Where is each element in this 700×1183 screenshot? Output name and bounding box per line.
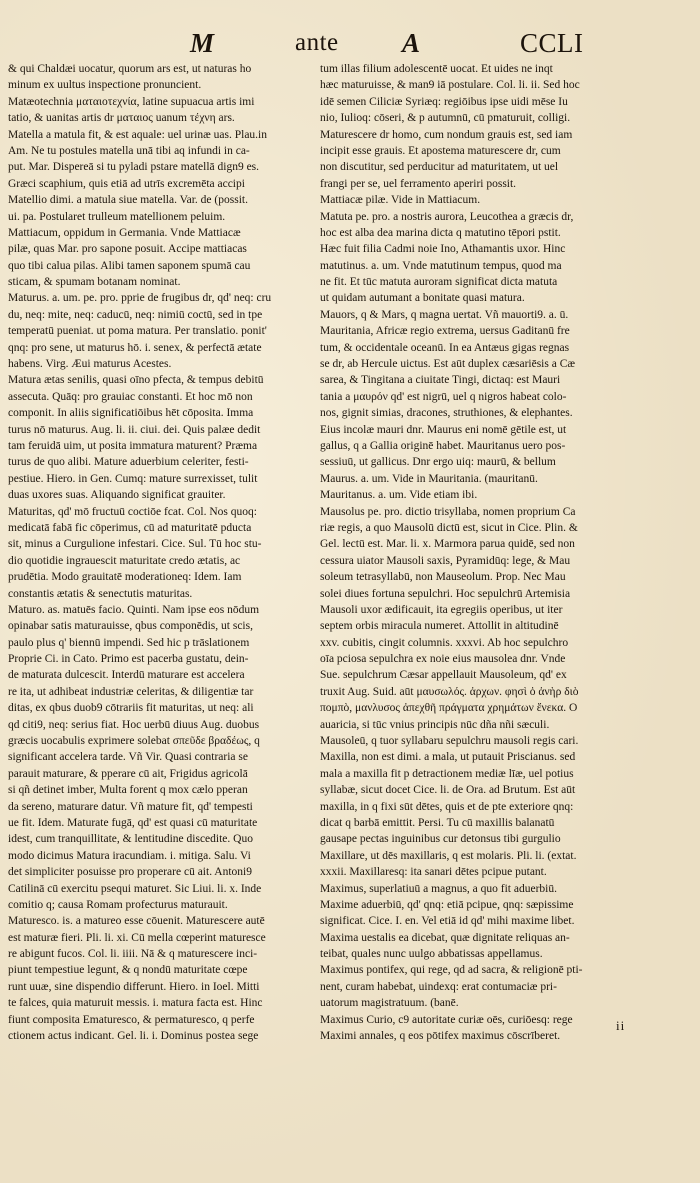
text-line: Catilinā cū exercitu psequi maturet. Sic Liui. li. x. Inde [8, 882, 262, 895]
running-head-section-letter: A [402, 28, 421, 58]
text-line: Mattiacæ pilæ. Vide in Mattiacum. [320, 194, 481, 207]
text-line: dicat q barbā emittit. Persi. Tu cū maxillis balanatū [320, 816, 555, 829]
text-line: gausape pectas inguinibus cur detonsus tibi gurgulio [320, 833, 561, 846]
text-line: hæc maturuisse, & man9 iā postulare. Col. li. ii. Sed hoc [320, 79, 580, 92]
text-line: Mauritania, Africæ regio extrema, uersus Gaditanū fre [320, 325, 570, 338]
text-line: medicatā fabā fic cōperimus, cū ad maturitatē pducta [8, 521, 252, 534]
text-line: & qui Chaldæi uocatur, quorum ars est, ut naturas ho [8, 63, 252, 75]
text-line: idest, cum tranquillitate, & lentitudine discedite. Quo [8, 833, 253, 846]
text-line: tania a μαυρόν qd' est nigrū, uel q nigros habeat colo- [320, 390, 567, 403]
text-line: sit, minus a Curgulione infestari. Cice. Sul. Tū hoc stu- [8, 538, 262, 551]
text-line: græcis uocabulis exprimere solebat σπεῦδε βραδέως, q [8, 735, 260, 748]
text-line: opinabar satis maturauisse, qbus componēdis, ut scis, [8, 620, 253, 633]
text-line: det simpliciter posuisse pro properare cū ait. Antoni9 [8, 866, 252, 879]
text-line: mala a maxilla fit p detractionem mediæ līæ, uel potius [320, 767, 574, 780]
text-line: temperatū pueniat. ut poma matura. Per translatio. ponit' [8, 325, 267, 338]
text-line: Maturus. a. um. pe. pro. pprie de frugibus dr, qd' neq: cru [8, 292, 272, 305]
text-line: incipit esse grauis. Et apostema maturescere dr, cum [320, 144, 561, 157]
text-line: solei diues fortuna sepulchri. Hoc sepulchrū Artemisia [320, 587, 571, 600]
text-line: constantis ætatis & senectutis maturitas. [8, 587, 193, 600]
text-line: turus nō maturus. Aug. li. ii. ciui. dei. Quis palæe dedit [8, 423, 261, 436]
text-line: ut quidam autumant a bonitate quasi matura. [320, 292, 525, 305]
text-line: ui. pa. Postularet trulleum matellionem peluim. [8, 210, 226, 223]
text-line: Maxillare, ut dēs maxillaris, q est molaris. Pli. li. (extat. [320, 849, 577, 862]
text-line: tum illas filium adolescentē uocat. Et uides ne inqt [320, 63, 553, 75]
text-line: Maxima uestalis ea dicebat, quæ dignitate reliquas an- [320, 931, 570, 944]
text-line: teibat, quales nunc uulgo abbatissas appellamus. [320, 948, 543, 961]
text-line: qd citi9, neq: serius fiat. Hoc uerbū diuus Aug. duobus [8, 718, 260, 731]
text-line: tatio, & uanitas artis dr ματαιος uanum τέχνη ars. [8, 112, 235, 125]
text-line: Græci scaphium, quis etiā ad utrīs excremēta accipi [8, 177, 245, 190]
text-line: Maturesco. is. a matureo esse cōuenit. Maturescere autē [8, 915, 265, 928]
text-line: te falces, quia maturuit messis. i. matura facta est. Hinc [8, 997, 263, 1010]
text-line: xxv. cubitis, cingit columnis. xxxvi. Ab hoc sepulchro [320, 636, 569, 649]
text-line: du, neq: mite, neq: caducū, neq: nimiū coctū, sed in tpe [8, 308, 263, 321]
text-line: paulo plus q' biennū impendi. Sed hic p trāslationem [8, 636, 250, 649]
text-line: tum, & occidentale oceanū. In ea Antæus gigas regnas [320, 341, 570, 354]
text-line: nent, curam habebat, uindexq: erat contumaciæ pri- [320, 980, 557, 993]
text-line: qnq: pro sene, ut maturus hō. i. senex, & perfectā ætate [8, 341, 262, 354]
text-line: de maturata dulcescit. Interdū maturare est accelera [8, 669, 245, 682]
text-line: Matuta pe. pro. a nostris aurora, Leucothea a græcis dr, [320, 210, 574, 223]
text-line: sessiuū, ut gallicus. Dnr ergo uiq: maurū, & bellum [320, 456, 556, 469]
signature-mark: ii [616, 1018, 626, 1033]
text-line: piunt tempestiue legunt, & q nondū maturitate cœpe [8, 964, 248, 977]
text-line: Maturescere dr homo, cum nondum grauis est, sed iam [320, 128, 573, 141]
text-line: Maximi annales, q eos pōtifex maximus cōscrīberet. [320, 1030, 561, 1043]
text-line: idē semen Ciliciæ Syriæq: regiōibus ipse uidi mēse Iu [320, 95, 568, 108]
right-text-column [320, 61, 700, 1044]
running-head-initial: M [190, 28, 215, 58]
text-line: Maurus. a. um. Vide in Mauritania. (mauritanū. [320, 472, 538, 485]
text-line: Matura ætas senilis, quasi oīno pfecta, & tempus debitū [8, 374, 264, 387]
text-line: significant accelera tarde. Vñ Vir. Quasi contraria se [8, 751, 248, 764]
text-line: Maturitas, qd' mō fructuū coctiōe fcat. Col. Nos quoq: [8, 505, 257, 518]
text-line: nos, gignit simias, dracones, struthiones, & elephantes. [320, 407, 573, 420]
text-line: Maximus pontifex, qui rege, qd ad sacra, & religionē pti- [320, 964, 583, 977]
text-line: Proprie Ci. in Cato. Primo est pacerba gustatu, dein- [8, 653, 249, 666]
text-line: Gel. lectū est. Mar. li. x. Marmora parua quidē, sed non [320, 538, 575, 551]
text-line: minum ex uultus inspectione pronuncient. [8, 79, 202, 92]
text-line: Mauors, q & Mars, q magna uertat. Vñ mauorti9. a. ū. [320, 308, 569, 321]
text-line: hoc est alba dea marina dicta q matutino tēpori pstit. [320, 226, 561, 239]
text-line: πομπὸ, μανλυσος ἀπεχθῆ πράγματα χρημάτων ἕνεκα. O [320, 702, 578, 715]
text-line: Maximus, superlatiuū a magnus, a quo fit aduerbiū. [320, 882, 557, 895]
text-line: Am. Ne tu postules matella unā tibi aq infundi in ca- [8, 144, 250, 157]
text-line: comitio q; causa Romam profecturus maturauit. [8, 898, 228, 911]
text-line: significat. Cice. I. en. Vel etiā id qd' mihi maxime libet. [320, 915, 575, 928]
text-line: ne fit. Et tūc matuta auroram significat dicta matuta [320, 276, 558, 289]
text-line: da sereno, maturare datur. Vñ mature fit, qd' tempesti [8, 800, 253, 813]
text-line: assecuta. Quāq: pro grauiac constanti. Et hoc mō non [8, 390, 253, 403]
text-line: riæ regis, a quo Mausolū dictū est, sicut in Cice. Plin. & [320, 521, 578, 534]
text-line: oīa pciosa sepulchra ex noie eius mausolea dnr. Vnde [320, 653, 566, 666]
text-line: se dr, ab Hercule uictus. Est aūt duplex cæsariēsis a Cæ [320, 358, 576, 371]
text-line: tam feruidā uim, ut posita immatura maturent? Præma [8, 439, 258, 452]
text-line: pestiue. Hiero. in Gen. Cumq: mature surrexisset, tulit [8, 472, 258, 485]
running-head-word: ante [295, 29, 339, 56]
text-line: runt uuæ, sine dispendio differunt. Hiero. in Ioel. Mitti [8, 980, 260, 993]
text-line: sticam, & spumam botanam nominat. [8, 276, 181, 289]
text-line: Mauritanus. a. um. Vide etiam ibi. [320, 489, 478, 502]
text-line: Sue. sepulchrum Cæsar appellauit Mausoleum, qd' ex [320, 669, 567, 682]
text-line: Matæotechnia ματαιοτεχνία, latine supuacua artis imi [8, 95, 255, 108]
text-line: syllabæ, sicut docet Cice. li. de Ora. ad Brutum. Est aūt [320, 784, 576, 797]
left-text-column [8, 61, 310, 1044]
folio-number: CCLI [520, 28, 584, 58]
text-line: Mausolus pe. pro. dictio trisyllaba, nomen proprium Ca [320, 505, 576, 518]
text-line: Eius incolæ mauri dnr. Maurus eni nomē gētile est, ut [320, 423, 567, 436]
text-line: dio quotidie ingrauescit maturitate credo ætatis, ac [8, 554, 241, 567]
text-line: modo dicimus Matura iracundiam. i. mitiga. Salu. Vi [8, 849, 251, 862]
text-line: Maxilla, non est dimi. a mala, ut putauit Priscianus. sed [320, 751, 576, 764]
text-line: parauit maturare, & pperare cū ait, Frigidus agricolā [8, 767, 248, 780]
text-line: Mattiacum, oppidum in Germania. Vnde Mattiacæ [8, 226, 241, 239]
text-line: truxit Aug. Suid. aūt μαυσωλός. ἀρχων. φησὶ ὁ ἀνὴρ διὸ [320, 685, 579, 698]
text-line: si qñ detinet imber, Multa forent q mox cælo pperan [8, 784, 248, 797]
text-line: Matellio dimi. a matula siue matella. Var. de (possit. [8, 194, 248, 207]
text-line: Mausoli uxor ædificauit, ita egregiis operibus, ut iter [320, 603, 563, 616]
text-line: uatorum magistratuum. (banē. [320, 997, 459, 1010]
text-line: Mausoleū, q tuor syllabaru sepulchru mausoli regis cari. [320, 735, 579, 748]
text-line: non discutitur, sed perducitur ad maturitatem, ut uel [320, 161, 559, 174]
running-head [0, 28, 700, 62]
text-line: xxxii. Maxillaresq: ita sanari dētes pcipue putant. [320, 866, 547, 879]
text-line: soleum tetrasyllabū, non Mauseolum. Prop. Nec Mau [320, 571, 566, 584]
text-line: ctionem actus indicant. Gel. li. i. Dominus postea sege [8, 1030, 259, 1043]
text-line: Hæc fuit filia Cadmi noie Ino, Athamantis uxor. Hinc [320, 243, 566, 256]
text-line: est maturæ fieri. Pli. li. xi. Cū mella cœperint maturesce [8, 931, 266, 944]
text-line: matutinus. a. um. Vnde matutinum tempus, quod ma [320, 259, 562, 272]
text-line: septem orbis miracula numeret. Attollit in altitudinē [320, 620, 559, 633]
text-line: nio, Iulioq: cōseri, & p autumnū, cū pmaturuit, colligi. [320, 112, 571, 125]
text-line: fiunt composita Ematuresco, & permaturesco, q perfe [8, 1013, 255, 1026]
text-line: ditas, ex qbus duob9 cōtrariis fit maturitas, ut neq: ali [8, 702, 254, 715]
text-line: componit. In aliis significatiōibus hēt cōposita. Imma [8, 407, 254, 420]
text-line: turus de quo alibi. Mature aduerbium celeriter, festi- [8, 456, 249, 469]
text-line: maxilla, in q fixi sūt dētes, quis et de pte exteriore qnq: [320, 800, 574, 813]
text-line: ue fit. Idem. Maturate fugā, qd' est quasi cū maturitate [8, 816, 258, 829]
text-line: cessura uiator Mausoli saxis, Pyramidūq: lege, & Mau [320, 554, 571, 567]
text-line: put. Mar. Dispereā si tu pyladi pstare matellā dign9 es. [8, 161, 260, 174]
text-line: Maxime aduerbiū, qd' qnq: etiā pcipue, qnq: sæpissime [320, 898, 574, 911]
text-line: duas uxores suas. Aliquando significat grauiter. [8, 489, 226, 502]
text-line: prudētia. Modo grauitatē moderationeq: Idem. Iam [8, 571, 242, 584]
text-line: Matella a matula fit, & est aquale: uel urinæ uas. Plau.in [8, 128, 268, 141]
text-line: Maturo. as. matuēs facio. Quinti. Nam ipse eos nōdum [8, 603, 260, 616]
text-line: auaricia, si tūc vnius principis nūc dña nñi sæculi. [320, 718, 550, 731]
text-line: habens. Virg. Æui maturus Acestes. [8, 358, 172, 371]
text-line: pilæ, quas Mar. pro sapone posuit. Accipe mattiacas [8, 243, 247, 256]
text-line: re ita, ut adhibeat industriæ celeritas, & diligentiæ tar [8, 685, 254, 698]
text-line: re abigunt fucos. Col. li. iiii. Nā & q maturescere inci- [8, 948, 258, 961]
text-line: quo tibi calua pilas. Alibi tamen saponem spumā cau [8, 259, 251, 272]
text-line: sarea, & Tingitana a ciuitate Tingi, dictaq: est Mauri [320, 374, 561, 387]
text-line: Maximus Curio, c9 autoritate curiæ oēs, curiōesq: rege [320, 1013, 573, 1026]
text-line: gallus, q a Gallia originē habet. Mauritanus uero pos- [320, 439, 566, 452]
text-line: frangi per se, uel ferramento aperiri possit. [320, 177, 517, 190]
